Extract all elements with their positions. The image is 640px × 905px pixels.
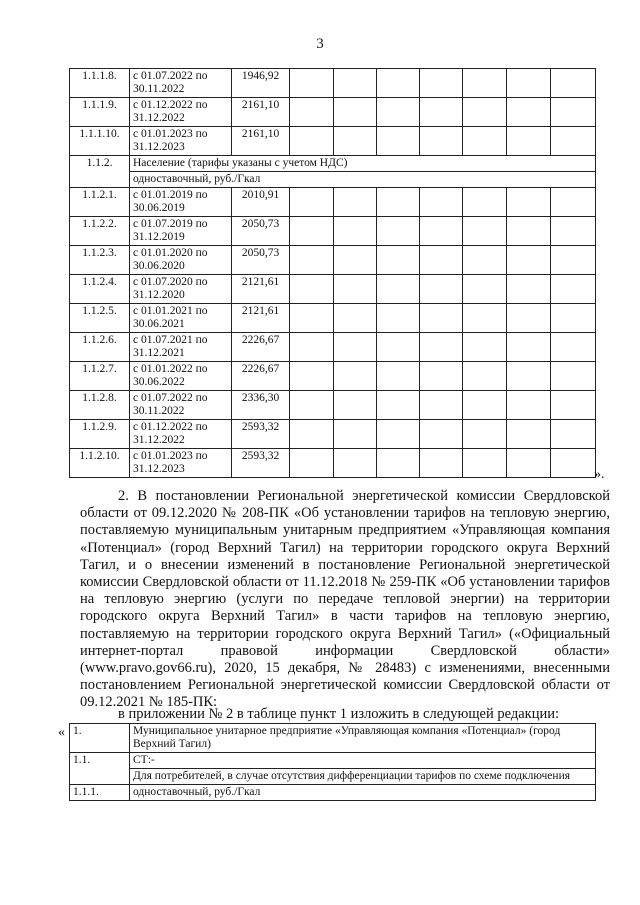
empty-cell [463, 449, 507, 478]
empty-cell [377, 449, 420, 478]
empty-cell [290, 217, 334, 246]
empty-cell [420, 217, 463, 246]
tariff-value: 2161,10 [232, 98, 290, 127]
empty-cell [290, 304, 334, 333]
tariff-value: 2010,91 [232, 188, 290, 217]
empty-cell [551, 362, 596, 391]
empty-cell [334, 420, 377, 449]
row-number: 1.1.2. [70, 156, 130, 188]
empty-cell [334, 188, 377, 217]
row-number: 1.1.2.8. [70, 391, 130, 420]
empty-cell [420, 98, 463, 127]
empty-cell [463, 69, 507, 98]
row-number: 1.1.2.2. [70, 217, 130, 246]
enterprise-name: Муниципальное унитарное предприятие «Управляющая компания «Потенциал» (город Верхний Тагил) [130, 724, 596, 753]
row-number: 1.1.1.8. [70, 69, 130, 98]
table-row [70, 362, 596, 391]
tariff-code: СТ:- [130, 753, 596, 769]
empty-cell [290, 98, 334, 127]
tariff-value: 2226,67 [232, 333, 290, 362]
empty-cell [420, 391, 463, 420]
period-cell: с 01.07.2022 по 30.11.2022 [130, 391, 232, 420]
table-row [70, 98, 596, 127]
period-cell: с 01.01.2019 по 30.06.2019 [130, 188, 232, 217]
period-cell: с 01.12.2022 по 31.12.2022 [130, 98, 232, 127]
row-number: 1. [70, 724, 130, 753]
row-number: 1.1.2.9. [70, 420, 130, 449]
empty-cell [420, 362, 463, 391]
period-cell: с 01.07.2019 по 31.12.2019 [130, 217, 232, 246]
row-number: 1.1.2.1. [70, 188, 130, 217]
empty-cell [507, 246, 551, 275]
table-row [70, 246, 596, 275]
empty-cell [377, 275, 420, 304]
empty-cell [377, 246, 420, 275]
table-row [70, 724, 596, 753]
empty-cell [420, 246, 463, 275]
empty-cell [334, 362, 377, 391]
empty-cell [290, 69, 334, 98]
empty-cell [290, 246, 334, 275]
empty-cell [507, 98, 551, 127]
row-number: 1.1.2.5. [70, 304, 130, 333]
empty-cell [507, 362, 551, 391]
table-row [70, 333, 596, 362]
empty-cell [377, 304, 420, 333]
empty-cell [334, 449, 377, 478]
period-cell: с 01.07.2022 по 30.11.2022 [130, 69, 232, 98]
empty-cell [290, 391, 334, 420]
empty-cell [507, 304, 551, 333]
empty-cell [290, 420, 334, 449]
empty-cell [463, 304, 507, 333]
page-number: 3 [316, 36, 324, 52]
replacement-table [69, 723, 596, 801]
empty-cell [507, 127, 551, 156]
tariff-value: 2121,61 [232, 304, 290, 333]
empty-cell [551, 98, 596, 127]
empty-cell [463, 420, 507, 449]
tariff-table [69, 68, 596, 478]
empty-cell [334, 98, 377, 127]
empty-cell [507, 391, 551, 420]
empty-cell [463, 217, 507, 246]
tariff-value: 2161,10 [232, 127, 290, 156]
tariff-type: одноставочный, руб./Гкал [130, 785, 596, 801]
empty-cell [463, 362, 507, 391]
period-cell: с 01.01.2023 по 31.12.2023 [130, 127, 232, 156]
row-number: 1.1.2.4. [70, 275, 130, 304]
row-number: 1.1.2.10. [70, 449, 130, 478]
empty-cell [377, 391, 420, 420]
tariff-value: 2593,32 [232, 449, 290, 478]
period-cell: с 01.01.2022 по 30.06.2022 [130, 362, 232, 391]
section-subtitle: одноставочный, руб./Гкал [130, 172, 596, 188]
table-row [70, 785, 596, 801]
tariff-value: 2121,61 [232, 275, 290, 304]
empty-cell [551, 69, 596, 98]
empty-cell [290, 333, 334, 362]
empty-cell [463, 188, 507, 217]
table-opening-quote: « [58, 725, 65, 740]
row-number: 1.1.1.9. [70, 98, 130, 127]
table-row [70, 127, 596, 156]
empty-cell [420, 449, 463, 478]
empty-cell [290, 127, 334, 156]
row-number: 1.1.2.3. [70, 246, 130, 275]
empty-cell [551, 420, 596, 449]
row-number: 1.1.1.10. [70, 127, 130, 156]
empty-cell [334, 275, 377, 304]
empty-cell [377, 127, 420, 156]
table-row [70, 217, 596, 246]
table-row [70, 69, 596, 98]
empty-cell [507, 420, 551, 449]
empty-cell [420, 420, 463, 449]
table-row [70, 391, 596, 420]
empty-cell [551, 449, 596, 478]
empty-cell [290, 275, 334, 304]
empty-cell [290, 188, 334, 217]
tariff-value: 1946,92 [232, 69, 290, 98]
table-row [70, 275, 596, 304]
section-row [70, 156, 596, 172]
empty-cell [463, 127, 507, 156]
empty-cell [507, 449, 551, 478]
empty-cell [377, 69, 420, 98]
period-cell: с 01.01.2020 по 30.06.2020 [130, 246, 232, 275]
empty-cell [377, 188, 420, 217]
empty-cell [463, 246, 507, 275]
empty-cell [334, 246, 377, 275]
period-cell: с 01.07.2020 по 31.12.2020 [130, 275, 232, 304]
row-number: 1.1.2.6. [70, 333, 130, 362]
tariff-value: 2050,73 [232, 217, 290, 246]
empty-cell [334, 304, 377, 333]
period-cell: с 01.07.2021 по 31.12.2021 [130, 333, 232, 362]
empty-cell [420, 304, 463, 333]
empty-cell [551, 246, 596, 275]
empty-cell [334, 217, 377, 246]
row-number: 1.1.1. [70, 785, 130, 801]
table-closing-quote: ». [594, 467, 605, 482]
empty-cell [507, 333, 551, 362]
table-row [70, 420, 596, 449]
empty-cell [551, 391, 596, 420]
tariff-value: 2226,67 [232, 362, 290, 391]
empty-cell [507, 217, 551, 246]
table-row [70, 753, 596, 769]
empty-cell [507, 69, 551, 98]
table-row [70, 769, 596, 785]
empty-cell [420, 69, 463, 98]
empty-cell [377, 362, 420, 391]
paragraph-amendment: 2. В постановлении Региональной энергетической комиссии Свердловской области от 09.12.2020 № 208-ПК «Об установлении тарифов на тепловую энергию, поставляемую муниципальным унитарным предприятием «Управляющая компания «Потенциал» (город Верхний Тагил) на территории городского округа Верхний Тагил, и о внесении изменений в постановление Региональной энергетической комиссии Свердловской области от 11.12.2018 № 259-ПК «Об установлении тарифов на тепловую энергию (услуги по передаче тепловой энергии) на территории городского округа Верхний Тагил» в части тарифов на тепловую энергию, поставляемую на территории городского округа Верхний Тагил» («Официальный интернет-портал правовой информации Свердловской области» (www.pravo.gov66.ru), 2020, 15 декабря, № 28483) с изменениями, внесенными постановлением Региональной энергетической комиссии Свердловской области от 09.12.2021 № 185-ПК: [80, 488, 610, 711]
empty-cell [334, 391, 377, 420]
empty-cell [463, 275, 507, 304]
period-cell: с 01.01.2023 по 31.12.2023 [130, 449, 232, 478]
empty-cell [420, 275, 463, 304]
section-row [70, 172, 596, 188]
empty-cell [377, 98, 420, 127]
empty-cell [551, 304, 596, 333]
empty-cell [551, 188, 596, 217]
tariff-value: 2050,73 [232, 246, 290, 275]
tariff-value: 2593,32 [232, 420, 290, 449]
empty-cell [334, 69, 377, 98]
empty-cell [334, 333, 377, 362]
row-number: 1.1. [70, 753, 130, 785]
empty-cell [290, 362, 334, 391]
table-row [70, 304, 596, 333]
empty-cell [507, 275, 551, 304]
empty-cell [463, 333, 507, 362]
empty-cell [551, 217, 596, 246]
empty-cell [463, 391, 507, 420]
section-title: Население (тарифы указаны с учетом НДС) [130, 156, 596, 172]
tariff-value: 2336,30 [232, 391, 290, 420]
empty-cell [420, 333, 463, 362]
empty-cell [551, 275, 596, 304]
period-cell: с 01.12.2022 по 31.12.2022 [130, 420, 232, 449]
empty-cell [334, 127, 377, 156]
empty-cell [377, 333, 420, 362]
paragraph-instruction: в приложении № 2 в таблице пункт 1 изложить в следующей редакции: [118, 706, 560, 722]
empty-cell [463, 98, 507, 127]
empty-cell [420, 188, 463, 217]
consumer-note: Для потребителей, в случае отсутствия дифференциации тарифов по схеме подключения [130, 769, 596, 785]
empty-cell [551, 333, 596, 362]
empty-cell [420, 127, 463, 156]
row-number: 1.1.2.7. [70, 362, 130, 391]
empty-cell [290, 449, 334, 478]
empty-cell [377, 420, 420, 449]
empty-cell [551, 127, 596, 156]
empty-cell [507, 188, 551, 217]
table-row [70, 188, 596, 217]
period-cell: с 01.01.2021 по 30.06.2021 [130, 304, 232, 333]
empty-cell [377, 217, 420, 246]
table-row [70, 449, 596, 478]
